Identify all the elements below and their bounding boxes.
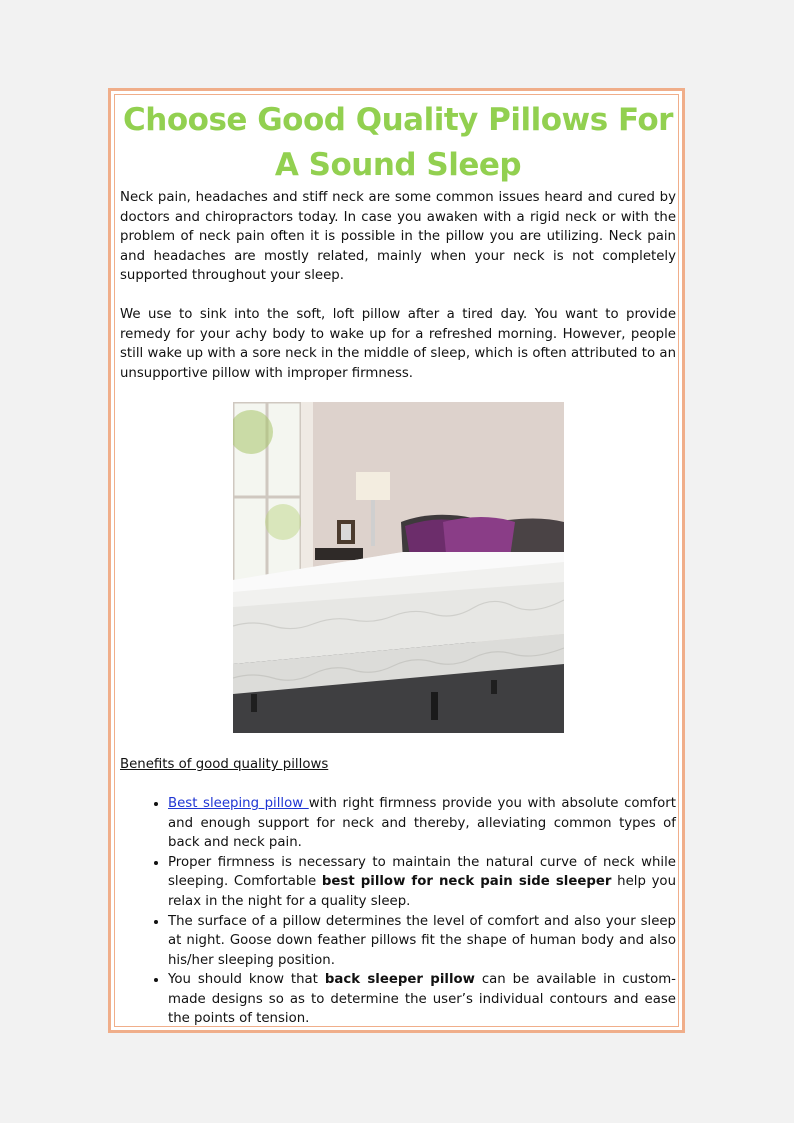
list-item — [168, 794, 676, 853]
benefits-heading: Benefits of good quality pillows — [120, 757, 329, 773]
list-item-text: can be available in custom-made designs so as to determine the user’s individual contours and ease the points of tension. — [168, 972, 676, 1027]
bold-keyword: back sleeper pillow — [324, 972, 475, 988]
bold-keyword: best pillow for neck pain side sleeper — [321, 874, 612, 890]
list-item-text: The surface of a pillow determines the level of comfort and also your sleep at night. Goose down feather pillows fit the shape of human body and also his/her sleeping position. — [168, 913, 676, 968]
document-content — [120, 98, 676, 1029]
list-item-text: You should know that — [168, 972, 325, 988]
second-paragraph: We use to sink into the soft, loft pillow after a tired day. You want to provide remedy for your achy body to wake up for a refreshed morning. However, people still wake up with a sore neck in the middle of sleep, which is often attributed to an unsupportive pillow with improper firmness. — [120, 306, 676, 381]
best-sleeping-pillow-link[interactable]: Best sleeping pillow — [168, 795, 309, 811]
list-item — [168, 912, 676, 971]
list-item — [168, 970, 676, 1029]
list-item — [168, 853, 676, 912]
list-item-text: Proper firmness is necessary to maintain the natural curve of neck while sleeping. Comfortable — [168, 854, 676, 890]
bed-mattress-illustration — [233, 402, 564, 733]
benefits-list — [120, 794, 676, 1029]
intro-paragraph: Neck pain, headaches and stiff neck are some common issues heard and cured by doctors and chiropractors today. In case you awaken with a rigid neck or with the problem of neck pain often it is possible in the pillow you are utilizing. Neck pain and headaches are mostly related, mainly when your neck is not completely supported throughout your sleep. — [120, 190, 676, 284]
page-title: Choose Good Quality Pillows For A Sound Sleep — [123, 102, 673, 183]
list-item-text: help you relax in the night for a quality sleep. — [168, 874, 676, 909]
list-item-text: with right firmness provide you with absolute comfort and enough support for neck and thereby, alleviating common types of back and neck pain. — [168, 795, 676, 851]
bed-mattress-photo — [233, 402, 564, 733]
